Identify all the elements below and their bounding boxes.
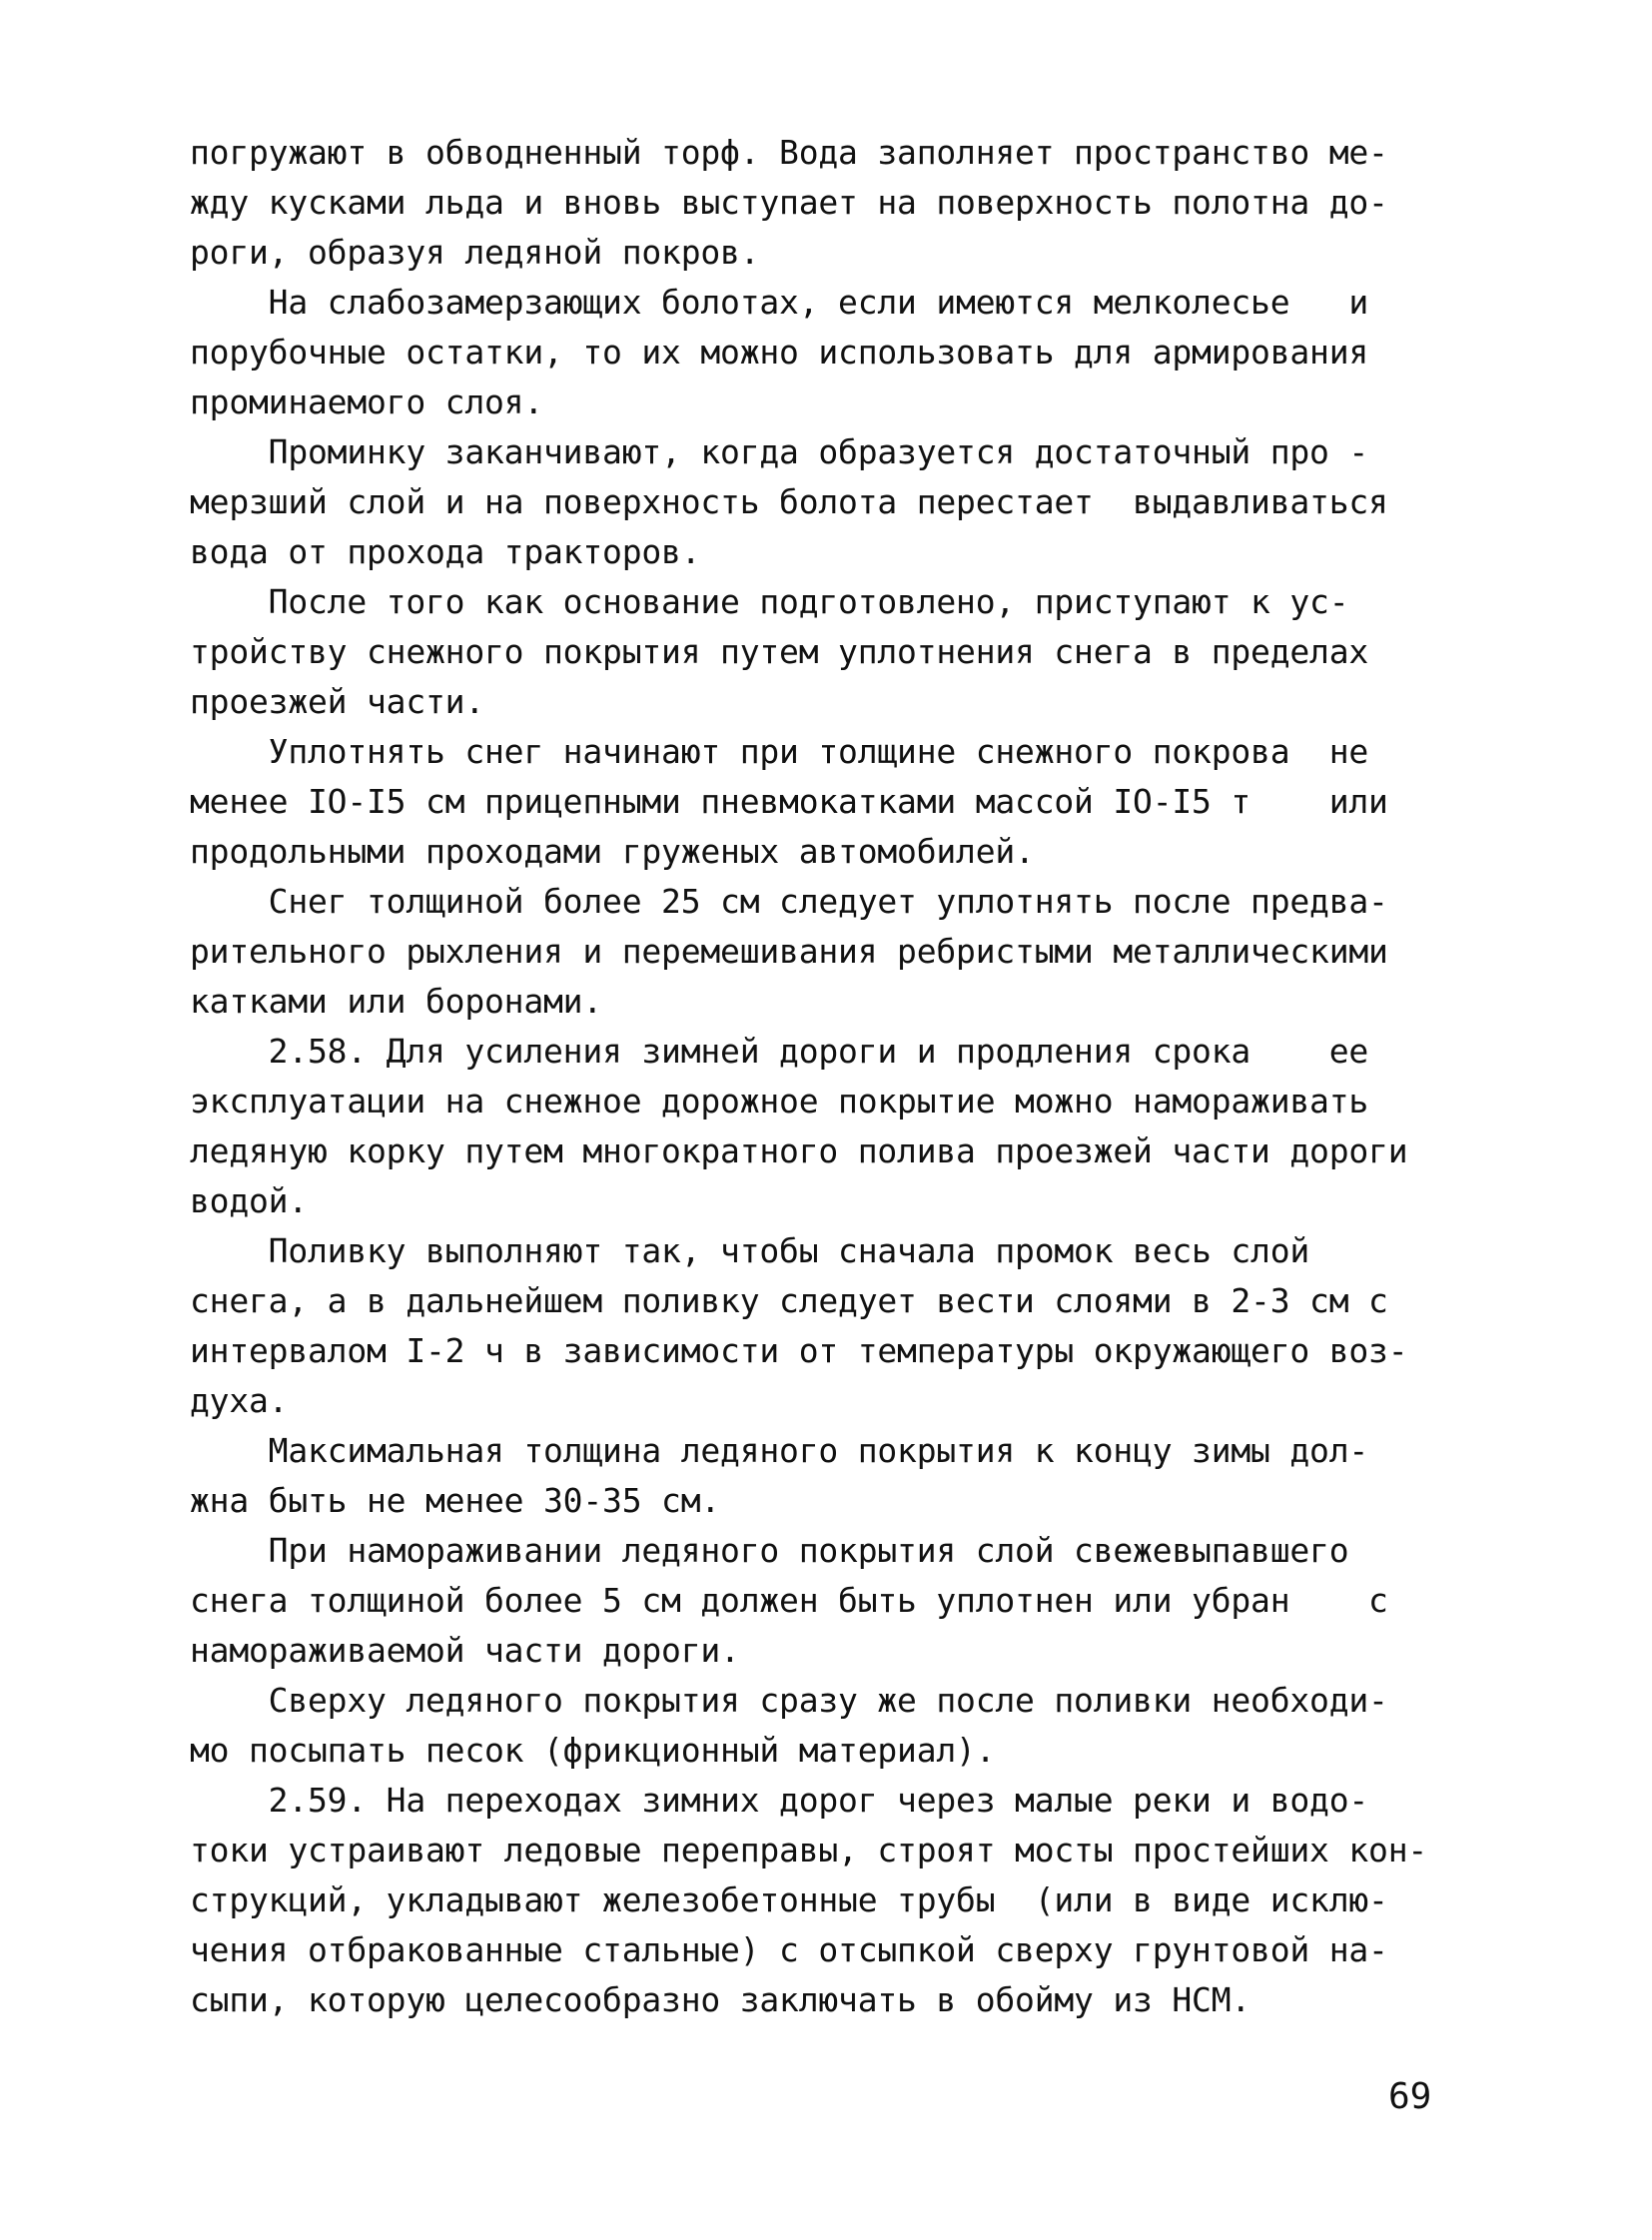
- text-line: тройству снежного покрытия путем уплотнения снега в пределах: [190, 632, 1369, 671]
- text-line: рительного рыхления и перемешивания ребристыми металлическими: [190, 932, 1388, 971]
- text-line: снега толщиной более 5 см должен быть уплотнен или убран с: [190, 1581, 1388, 1620]
- text-line: 2.59. На переходах зимних дорог через малые реки и водо-: [190, 1781, 1369, 1820]
- text-line: эксплуатации на снежное дорожное покрытие можно намораживать: [190, 1082, 1369, 1120]
- text-line: погружают в обводненный торф. Вода заполняет пространство ме-: [190, 133, 1388, 172]
- text-line: проминаемого слоя.: [190, 382, 544, 421]
- text-line: ледяную корку путем многократного полива проезжей части дороги: [190, 1131, 1408, 1170]
- page-number: 69: [1388, 2076, 1432, 2117]
- text-line: жна быть не менее 30-35 см.: [190, 1481, 721, 1520]
- text-line: духа.: [190, 1381, 289, 1420]
- text-line: 2.58. Для усиления зимней дороги и продления срока ее: [190, 1032, 1369, 1071]
- text-line: мерзший слой и на поверхность болота перестает выдавливаться: [190, 482, 1388, 521]
- text-line: После того как основание подготовлено, приступают к ус-: [190, 582, 1349, 621]
- text-line: Снег толщиной более 25 см следует уплотнять после предва-: [190, 882, 1388, 921]
- text-line: порубочные остатки, то их можно использовать для армирования: [190, 333, 1369, 372]
- text-line: струкций, укладывают железобетонные трубы (или в виде исклю-: [190, 1880, 1388, 1919]
- text-line: снега, а в дальнейшем поливку следует вести слоями в 2-3 см с: [190, 1281, 1388, 1320]
- text-line: Поливку выполняют так, чтобы сначала промок весь слой: [190, 1231, 1310, 1270]
- text-line: Максимальная толщина ледяного покрытия к концу зимы дол-: [190, 1431, 1369, 1470]
- text-line: роги, образуя ледяной покров.: [190, 233, 760, 272]
- text-line: При намораживании ледяного покрытия слой свежевыпавшего: [190, 1531, 1349, 1570]
- body-text: [190, 128, 1478, 2025]
- text-line: Сверху ледяного покрытия сразу же после поливки необходи-: [190, 1681, 1388, 1720]
- text-line: чения отбракованные стальные) с отсыпкой сверху грунтовой на-: [190, 1930, 1388, 1969]
- text-line: продольными проходами груженых автомобилей.: [190, 832, 1035, 871]
- text-line: жду кусками льда и вновь выступает на поверхность полотна до-: [190, 183, 1388, 222]
- text-line: Уплотнять снег начинают при толщине снежного покрова не: [190, 732, 1369, 771]
- text-line: интервалом I-2 ч в зависимости от температуры окружающего воз-: [190, 1331, 1408, 1370]
- text-line: токи устраивают ледовые переправы, строят мосты простейших кон-: [190, 1831, 1428, 1869]
- text-line: водой.: [190, 1181, 309, 1220]
- text-line: Проминку заканчивают, когда образуется достаточный про -: [190, 432, 1369, 471]
- text-line: катками или боронами.: [190, 982, 603, 1021]
- text-line: мо посыпать песок (фрикционный материал).: [190, 1731, 996, 1770]
- text-line: сыпи, которую целесообразно заключать в обойму из НСМ.: [190, 1980, 1251, 2019]
- text-line: намораживаемой части дороги.: [190, 1631, 740, 1670]
- text-line: На слабозамерзающих болотах, если имеются мелколесье и: [190, 283, 1369, 322]
- text-line: вода от прохода тракторов.: [190, 532, 701, 571]
- text-line: проезжей части.: [190, 682, 485, 721]
- text-line: менее IO-I5 см прицепными пневмокатками массой IO-I5 т или: [190, 782, 1388, 821]
